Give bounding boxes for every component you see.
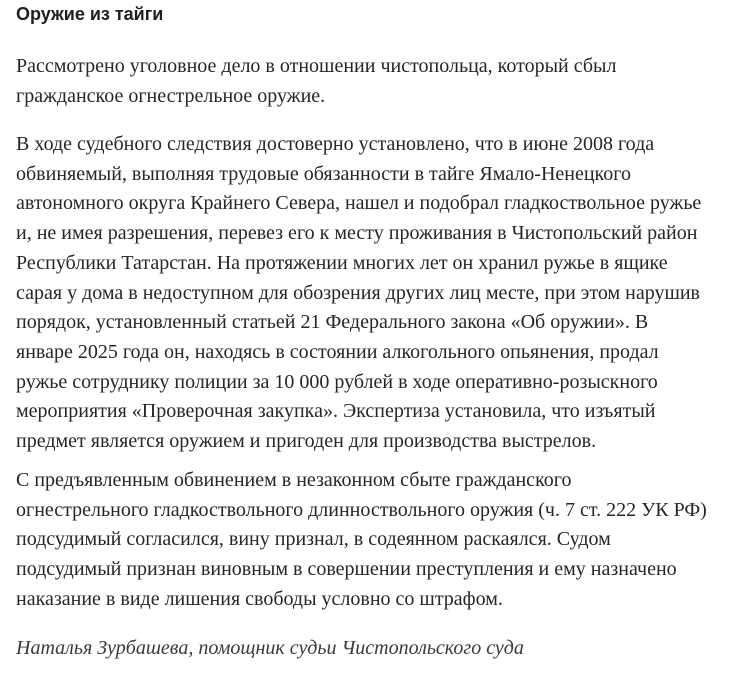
text-line: Республики Татарстан. На протяжении многих лет он хранил ружье в ящике bbox=[16, 251, 668, 274]
paragraph-investigation bbox=[16, 130, 701, 457]
text-line: автономного округа Крайнего Севера, нашел и подобрал гладкоствольное ружье bbox=[16, 192, 702, 215]
text-line: огнестрельного гладкоствольного длинноствольного оружия (ч. 7 ст. 222 УК РФ) bbox=[16, 498, 707, 521]
text-line: январе 2025 года он, находясь в состоянии алкогольного опьянения, продал bbox=[16, 340, 659, 363]
text-line: и, не имея разрешения, перевез его к месту проживания в Чистопольский район bbox=[16, 222, 698, 245]
text-line: гражданское огнестрельное оружие. bbox=[16, 84, 326, 107]
text-line: подсудимый согласился, вину признал, в содеянном раскаялся. Судом bbox=[16, 528, 611, 551]
text-line: наказание в виде лишения свободы условно со штрафом. bbox=[16, 587, 503, 610]
article-title: Оружие из тайги bbox=[16, 4, 164, 24]
text-line: предмет является оружием и пригоден для производства выстрелов. bbox=[16, 430, 597, 453]
text-line: подсудимый признан виновным в совершении преступления и ему назначено bbox=[16, 558, 677, 581]
text-line: мероприятия «Проверочная закупка». Экспертиза установила, что изъятый bbox=[16, 400, 656, 423]
text-line: В ходе судебного следствия достоверно установлено, что в июне 2008 года bbox=[16, 133, 655, 155]
text-line: Рассмотрено уголовное дело в отношении чистопольца, который сбыл bbox=[16, 55, 617, 77]
text-line: ружье сотруднику полиции за 10 000 рублей в ходе оперативно-розыскного bbox=[16, 370, 658, 393]
text-line: порядок, установленный статьей 21 Федерального закона «Об оружии». В bbox=[16, 311, 649, 334]
text-line: обвиняемый, выполняя трудовые обязанности в тайге Ямало-Ненецкого bbox=[16, 162, 631, 185]
text-line: сарая у дома в недоступном для обозрения других лиц месте, при этом нарушив bbox=[16, 281, 700, 304]
paragraph-verdict bbox=[16, 466, 707, 615]
text-line: С предъявленным обвинением в незаконном сбыте гражданского bbox=[16, 469, 572, 491]
author-signature: Наталья Зурбашева, помощник судьи Чистопольского суда bbox=[16, 637, 524, 659]
paragraph-intro bbox=[16, 52, 616, 111]
